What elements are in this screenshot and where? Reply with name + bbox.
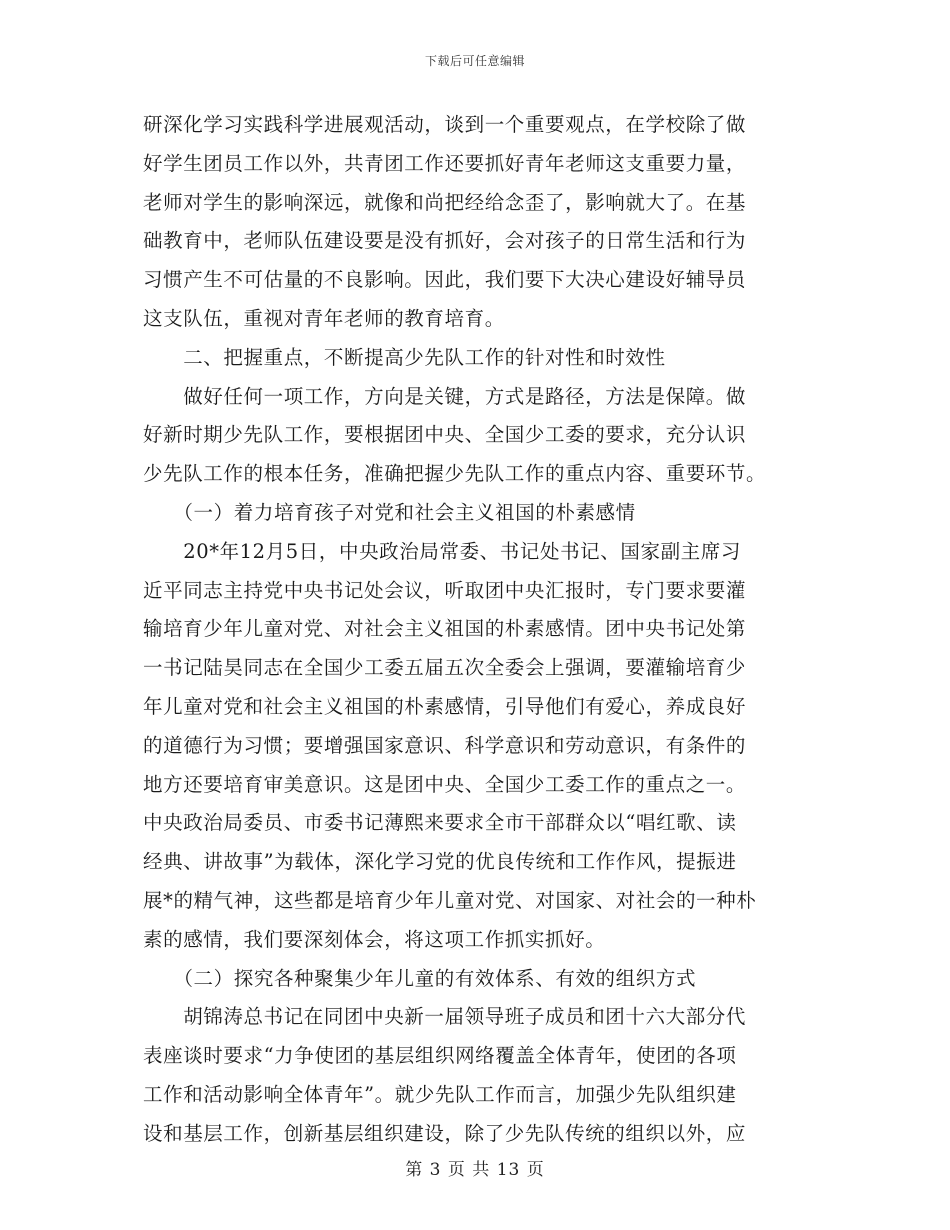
text-line: 20*年12月5日，中央政治局常委、书记处书记、国家副主席习 bbox=[143, 539, 741, 563]
text-line: 这支队伍，重视对青年老师的教育培育。 bbox=[143, 306, 505, 330]
text-line: 年儿童对党和社会主义祖国的朴素感情，引导他们有爱心，养成良好 bbox=[143, 694, 747, 718]
text-line: 近平同志主持党中央书记处会议，听取团中央汇报时，专门要求要灌 bbox=[143, 578, 747, 602]
page-footer: 第 3 页 共 13 页 bbox=[405, 1160, 545, 1180]
text-line: 中央政治局委员、市委书记薄熙来要求全市干部群众以“唱红歌、读 bbox=[143, 811, 737, 835]
text-line: 少先队工作的根本任务，准确把握少先队工作的重点内容、重要环节。 bbox=[143, 462, 767, 486]
text-line: 设和基层工作，创新基层组织建设，除了少先队传统的组织以外，应 bbox=[143, 1121, 747, 1145]
text-line: 研深化学习实践科学进展观活动，谈到一个重要观点，在学校除了做 bbox=[143, 113, 747, 136]
text-line: 做好任何一项工作，方向是关键，方式是路径，方法是保障。做 bbox=[143, 384, 747, 408]
text-line: 老师对学生的影响深远，就像和尚把经给念歪了，影响就大了。在基 bbox=[143, 190, 747, 214]
text-line: 表座谈时要求“力争使团的基层组织网络覆盖全体青年，使团的各项 bbox=[143, 1044, 737, 1068]
text-line: 输培育少年儿童对党、对社会主义祖国的朴素感情。团中央书记处第 bbox=[143, 617, 747, 641]
text-line: 一书记陆昊同志在全国少工委五届五次全委会上强调，要灌输培育少 bbox=[143, 656, 747, 680]
section-heading: 二、把握重点，不断提高少先队工作的针对性和时效性 bbox=[143, 345, 666, 369]
subsection-heading: （一）着力培育孩子对党和社会主义祖国的朴素感情 bbox=[143, 500, 636, 524]
text-line: 展*的精气神，这些都是培育少年儿童对党、对国家、对社会的一种朴 bbox=[143, 888, 757, 912]
subsection-heading: （二）探究各种聚集少年儿童的有效体系、有效的组织方式 bbox=[143, 966, 697, 990]
text-line: 好学生团员工作以外，共青团工作还要抓好青年老师这支重要力量， bbox=[143, 151, 747, 175]
text-line: 础教育中，老师队伍建设要是没有抓好，会对孩子的日常生活和行为 bbox=[143, 229, 747, 253]
page-header: 下载后可任意编辑 bbox=[424, 54, 525, 68]
text-line: 胡锦涛总书记在同团中央新一届领导班子成员和团十六大部分代 bbox=[143, 1005, 747, 1029]
body-text bbox=[143, 106, 799, 1154]
text-line: 工作和活动影响全体青年”。就少先队工作而言，加强少先队组织建 bbox=[143, 1082, 737, 1106]
text-line: 经典、讲故事”为载体，深化学习党的优良传统和工作作风，提振进 bbox=[143, 850, 737, 874]
text-line: 好新时期少先队工作，要根据团中央、全国少工委的要求，充分认识 bbox=[143, 423, 747, 447]
text-line: 习惯产生不可估量的不良影响。因此，我们要下大决心建设好辅导员 bbox=[143, 268, 747, 292]
text-line: 地方还要培育审美意识。这是团中央、全国少工委工作的重点之一。 bbox=[143, 772, 747, 796]
text-line: 素的感情，我们要深刻体会，将这项工作抓实抓好。 bbox=[143, 927, 606, 951]
text-line: 的道德行为习惯；要增强国家意识、科学意识和劳动意识，有条件的 bbox=[143, 733, 747, 757]
